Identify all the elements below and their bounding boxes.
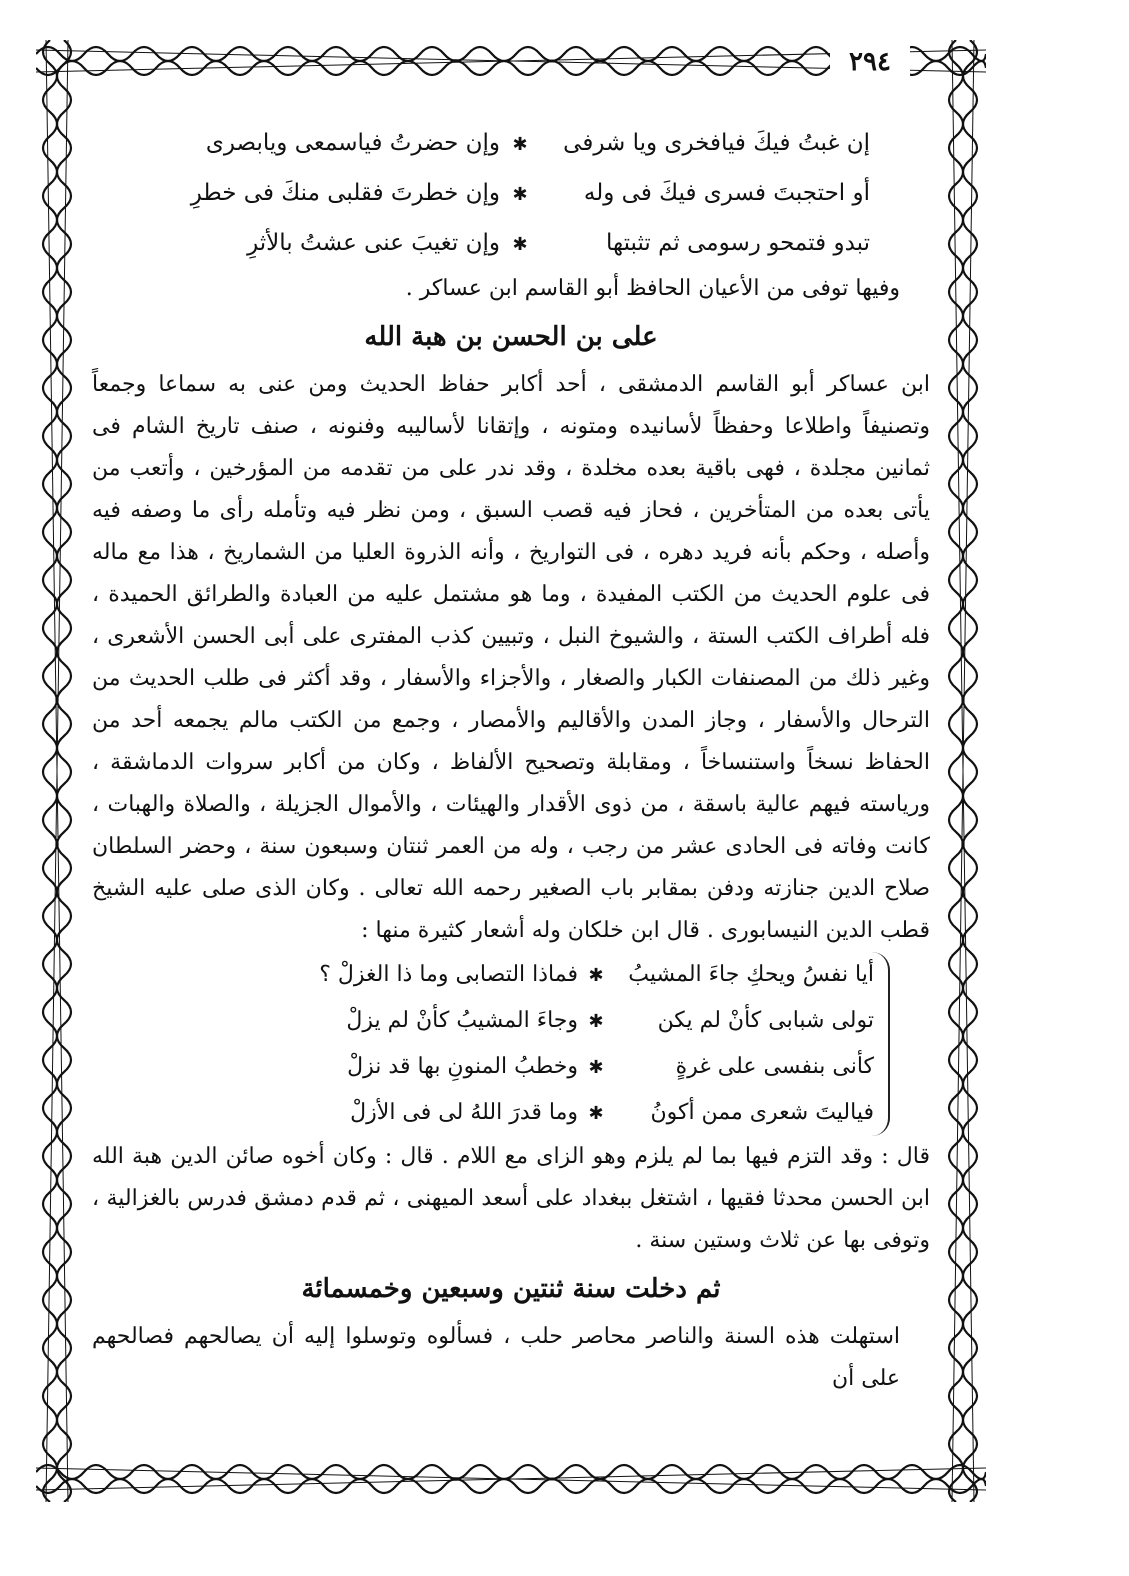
verse-second-hemistich: وخطبُ المنونِ بها قد نزلْ	[347, 1054, 578, 1079]
verse-separator-star: ✱	[588, 965, 604, 986]
intro-line: وفيها توفى من الأعيان الحافظ أبو القاسم ابن عساكر .	[405, 276, 900, 301]
bottom-chain-border	[36, 1458, 986, 1502]
verse-separator-star: ✱	[588, 1011, 604, 1032]
verse-line	[92, 118, 930, 168]
page-number: ٢٩٤	[830, 44, 910, 80]
verse-separator-star: ✱	[512, 134, 528, 155]
verse-separator-star: ✱	[588, 1103, 604, 1124]
verse-second-hemistich: وإن حضرتُ فياسمعى ويابصرى	[205, 130, 500, 156]
poem-verse-line	[232, 1044, 874, 1090]
verse-first-hemistich: فياليتَ شعرى ممن أكونُ	[650, 1100, 874, 1125]
verse-first-hemistich: أيا نفسُ ويحكِ جاءَ المشيبُ	[628, 962, 874, 987]
poem-block	[232, 952, 890, 1136]
verse-second-hemistich: وما قدرَ اللهُ لى فى الأزلْ	[350, 1100, 578, 1125]
verse-second-hemistich: فماذا التصابى وما ذا الغزلْ ؟	[319, 962, 578, 987]
after-poem-paragraph: قال : وقد التزم فيها بما لم يلزم وهو الزاى مع اللام . قال : وكان أخوه صائن الدين هبة الله ابن الحسن محدثا فقيها ، اشتغل ببغداد على أسعد الميهنى ، ثم قدم دمشق فدرس بالغزالية ، وتوفى بها عن ثلاث وستين سنة .	[92, 1144, 930, 1253]
poem-verse-line	[232, 952, 874, 998]
poem-verse-line	[232, 1090, 874, 1136]
verse-separator-star: ✱	[512, 184, 528, 205]
verse-separator-star: ✱	[512, 234, 528, 255]
verse-separator-star: ✱	[588, 1057, 604, 1078]
verse-line	[92, 218, 930, 268]
verse-first-hemistich: كأنى بنفسى على غرةٍ	[675, 1054, 874, 1079]
verse-first-hemistich: تولى شبابى كأنْ لم يكن	[657, 1008, 874, 1033]
poem-verse-line	[232, 998, 874, 1044]
left-chain-border	[36, 40, 80, 1502]
year-paragraph: استهلت هذه السنة والناصر محاصر حلب ، فسألوه وتوسلوا إليه أن يصالحهم فصالحهم على أن	[92, 1324, 900, 1391]
verse-first-hemistich: تبدو فتمحو رسومى ثم تثبتها	[605, 230, 870, 256]
verse-first-hemistich: إن غبتُ فيكَ فيافخرى ويا شرفى	[563, 130, 870, 156]
biography-heading: على بن الحسن بن هبة الله	[364, 322, 658, 352]
right-chain-border	[942, 40, 986, 1502]
verse-second-hemistich: وإن تغيبَ عنى عشتُ بالأثرِ	[247, 230, 500, 256]
page-content	[92, 118, 930, 1400]
verse-line	[92, 168, 930, 218]
biography-paragraph: ابن عساكر أبو القاسم الدمشقى ، أحد أكابر حفاظ الحديث ومن عنى به سماعا وجمعاً وتصنيفاً واطلاعا وحفظاً لأسانيده ومتونه ، وإتقانا لأساليبه وفنونه ، صنف تاريخ الشام فى ثمانين مجلدة ، فهى باقية بعده مخلدة ، وقد ندر على من تقدمه من المؤرخين ، وأتعب من يأتى بعده من المتأخرين ، فحاز فيه قصب السبق ، ومن نظر فيه وتأمله رأى ما وصفه فيه وأصله ، وحكم بأنه فريد دهره ، فى التواريخ ، وأنه الذروة العليا من الشماريخ ، هذا مع ماله فى علوم الحديث من الكتب المفيدة ، وما هو مشتمل عليه من العبادة والطرائق الحميدة ، فله أطراف الكتب الستة ، والشيوخ النبل ، وتبيين كذب المفترى على أبى الحسن الأشعرى ، وغير ذلك من المصنفات الكبار والصغار ، والأجزاء والأسفار ، وقد أكثر فى طلب الحديث من الترحال والأسفار ، وجاز المدن والأقاليم والأمصار ، وجمع من الكتب مالم يجمعه أحد من الحفاظ نسخاً واستنساخاً ، ومقابلة وتصحيح الألفاظ ، وكان من أكابر سروات الدماشقة ، ورياسته فيهم عالية باسقة ، من ذوى الأقدار والهيئات ، والأموال الجزيلة ، والصلاة والهبات ، كانت وفاته فى الحادى عشر من رجب ، وله من العمر ثنتان وسبعون سنة ، وحضر السلطان صلاح الدين جنازته ودفن بمقابر باب الصغير رحمه الله تعالى . وكان الذى صلى عليه الشيخ قطب الدين النيسابورى . قال ابن خلكان وله أشعار كثيرة منها :	[92, 372, 931, 943]
verse-second-hemistich: وجاءَ المشيبُ كأنْ لم يزلْ	[346, 1008, 578, 1033]
verse-first-hemistich: أو احتجبتَ فسرى فيكَ فى وله	[583, 180, 870, 206]
verse-second-hemistich: وإن خطرتَ فقلبى منكَ فى خطرِ	[190, 180, 500, 206]
year-heading: ثم دخلت سنة ثنتين وسبعين وخمسمائة	[301, 1274, 721, 1304]
